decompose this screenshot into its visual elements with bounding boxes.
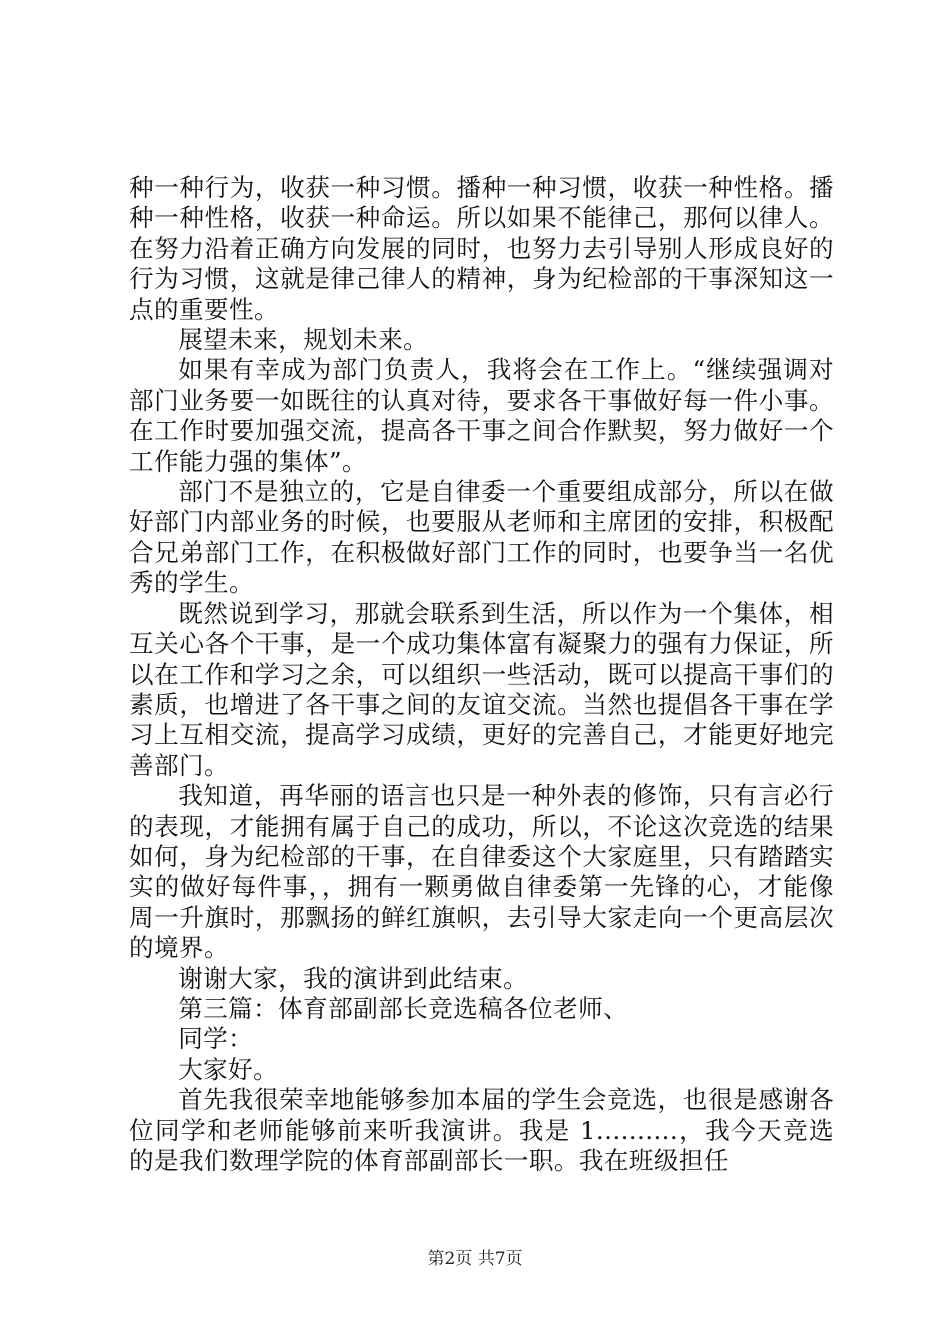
paragraph-continuation: 种一种行为，收获一种习惯。播种一种习惯，收获一种性格。播种一种性格，收获一种命运。所以如果不能律己，那何以律人。在努力沿着正确方向发展的同时，也努力去引导别人形成良好的行为习惯，这就是律己律人的精神，身为纪检部的干事深知这一点的重要性。 bbox=[129, 173, 834, 324]
paragraph: 谢谢大家，我的演讲到此结束。 bbox=[178, 963, 529, 993]
paragraph: 我知道，再华丽的语言也只是一种外表的修饰，只有言必行的表现，才能拥有属于自己的成功，所以，不论这次竞选的结果如何，身为纪检部的干事，在自律委这个大家庭里，只有踏踏实实的做好每件事，，拥有一颗勇做自律委第一先锋的心，才能像周一升旗时，那飘扬的鲜红旗帜，去引导大家走向一个更高层次的境界。 bbox=[129, 781, 834, 963]
paragraph: 首先我很荣幸地能够参加本届的学生会竞选，也很是感谢各位同学和老师能够前来听我演讲。我是 1..........，我今天竞选的是我们数理学院的体育部副部长一职。我在班级担任 bbox=[129, 1085, 834, 1175]
paragraph: 同学： bbox=[178, 1024, 254, 1054]
paragraph: 展望未来，规划未来。 bbox=[178, 325, 429, 355]
body-text bbox=[129, 173, 834, 1176]
section-heading: 第三篇：体育部副部长竞选稿各位老师、 bbox=[178, 993, 629, 1023]
page-footer: 第2页 共7页 bbox=[427, 1249, 523, 1269]
paragraph: 部门不是独立的，它是自律委一个重要组成部分，所以在做好部门内部业务的时候，也要服从老师和主席团的安排，积极配合兄弟部门工作，在积极做好部门工作的同时，也要争当一名优秀的学生。 bbox=[129, 477, 834, 598]
paragraph: 既然说到学习，那就会联系到生活，所以作为一个集体，相互关心各个干事，是一个成功集体富有凝聚力的强有力保证，所以在工作和学习之余，可以组织一些活动，既可以提高干事们的素质，也增进了各干事之间的友谊交流。当然也提倡各干事在学习上互相交流，提高学习成绩，更好的完善自己，才能更好地完善部门。 bbox=[129, 598, 834, 780]
paragraph: 大家好。 bbox=[178, 1054, 279, 1084]
paragraph: 如果有幸成为部门负责人，我将会在工作上。“继续强调对部门业务要一如既往的认真对待，要求各干事做好每一件小事。在工作时要加强交流，提高各干事之间合作默契，努力做好一个工作能力强的集体”。 bbox=[129, 355, 834, 476]
